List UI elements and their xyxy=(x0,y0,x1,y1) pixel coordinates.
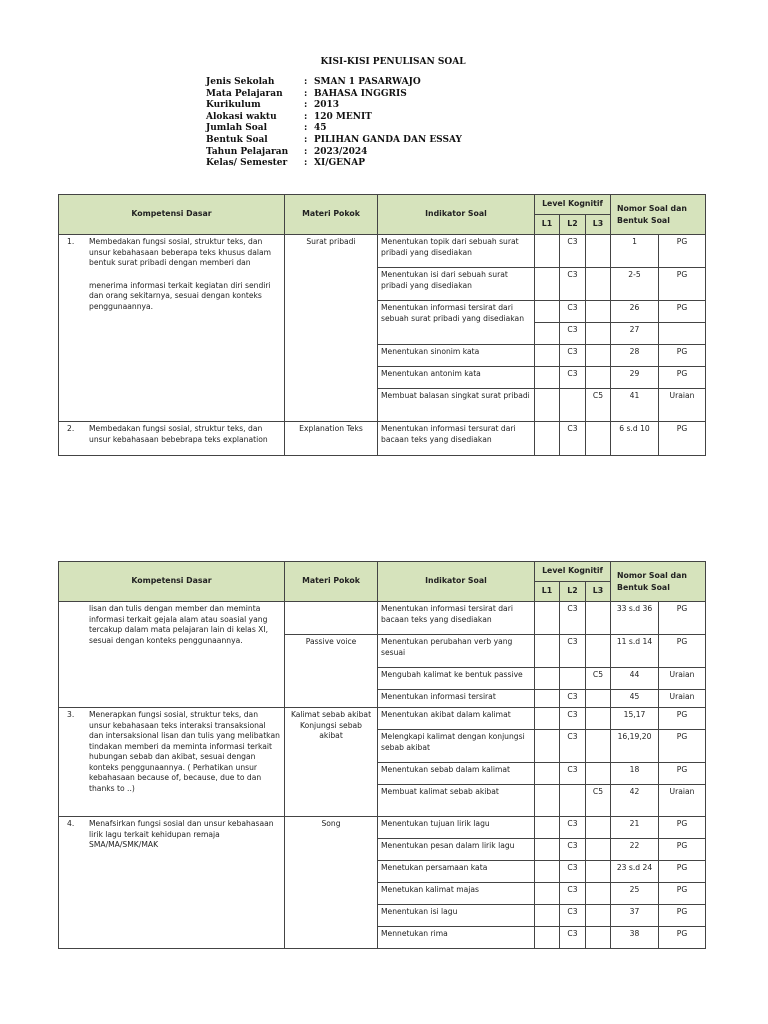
bentuk-soal: PG xyxy=(659,708,706,730)
info-row xyxy=(206,135,462,147)
level-l3 xyxy=(586,839,611,861)
info-colon: : xyxy=(304,134,308,145)
kd-text: Membedakan fungsi sosial, struktur teks, dan unsur kebahasaan bebebrapa teks explanation xyxy=(89,424,268,444)
indikator-cell: Mengubah kalimat ke bentuk passive xyxy=(378,668,535,690)
indikator-cell: Menentukan pesan dalam lirik lagu xyxy=(378,839,535,861)
info-row xyxy=(206,89,462,101)
level-l2: C3 xyxy=(560,367,586,389)
nomor-soal: 42 xyxy=(611,785,659,817)
header-kompetensi-dasar: Kompetensi Dasar xyxy=(59,562,285,602)
level-l2: C3 xyxy=(560,883,586,905)
info-colon: : xyxy=(304,111,308,122)
level-l3 xyxy=(586,235,611,268)
indikator-cell: Membuat balasan singkat surat pribadi xyxy=(378,389,535,422)
level-l2: C3 xyxy=(560,763,586,785)
materi-cell: Surat pribadi xyxy=(285,235,378,422)
level-l3 xyxy=(586,905,611,927)
indikator-cell: Menentukan sebab dalam kalimat xyxy=(378,763,535,785)
info-label: Jumlah Soal xyxy=(206,123,268,134)
kd-text: Membedakan fungsi sosial, struktur teks, dan unsur kebahasaan beberapa teks khusus dalam bentuk surat pribadi dengan memberi dan xyxy=(89,237,272,267)
level-l3 xyxy=(586,861,611,883)
nomor-soal: 29 xyxy=(611,367,659,389)
info-label: Bentuk Soal xyxy=(206,134,268,145)
bentuk-soal: PG xyxy=(659,235,706,268)
nomor-soal: 16,19,20 xyxy=(611,730,659,763)
bentuk-soal: PG xyxy=(659,839,706,861)
info-colon: : xyxy=(304,146,308,157)
level-l2: C3 xyxy=(560,602,586,635)
materi-cell: Passive voice xyxy=(285,635,378,708)
bentuk-soal: PG xyxy=(659,730,706,763)
info-label: Mata Pelajaran xyxy=(206,88,283,99)
level-l3: C5 xyxy=(586,389,611,422)
level-l2: C3 xyxy=(560,905,586,927)
info-row xyxy=(206,147,462,159)
level-l3 xyxy=(586,763,611,785)
table-row xyxy=(59,708,706,730)
info-label: Tahun Pelajaran xyxy=(206,146,289,157)
indikator-cell: Menetukan kalimat majas xyxy=(378,883,535,905)
bentuk-soal: PG xyxy=(659,883,706,905)
info-colon: : xyxy=(304,77,308,87)
kd-cell xyxy=(59,602,285,708)
level-l3 xyxy=(586,367,611,389)
info-label: Kurikulum xyxy=(206,100,261,111)
level-l2: C3 xyxy=(560,345,586,367)
materi-cell: Kalimat sebab akibat Konjungsi sebab akibat xyxy=(285,708,378,817)
level-l2: C3 xyxy=(560,708,586,730)
table-row xyxy=(59,235,706,268)
indikator-cell: Menentukan tujuan lirik lagu xyxy=(378,817,535,839)
header-l2: L2 xyxy=(560,582,586,602)
indikator-cell: Menentukan isi lagu xyxy=(378,905,535,927)
kisi-table-1 xyxy=(58,194,706,456)
indikator-cell: Menentukan topik dari sebuah surat pribadi yang disediakan xyxy=(378,235,535,268)
kd-cell xyxy=(59,817,285,949)
kd-text: Menafsirkan fungsi sosial dan unsur kebahasaan lirik lagu terkait kehidupan remaja SMA/MA/SMK/MAK xyxy=(89,819,274,849)
bentuk-soal: PG xyxy=(659,268,706,301)
nomor-soal: 22 xyxy=(611,839,659,861)
level-l2: C3 xyxy=(560,690,586,708)
nomor-soal: 45 xyxy=(611,690,659,708)
level-l3 xyxy=(586,927,611,949)
info-row xyxy=(206,158,462,170)
header-materi-pokok: Materi Pokok xyxy=(285,195,378,235)
header-indikator-soal: Indikator Soal xyxy=(378,562,535,602)
kd-number: 3. xyxy=(67,710,75,719)
indikator-cell: Menentukan antonim kata xyxy=(378,367,535,389)
info-value: 120 MENIT xyxy=(314,111,372,122)
bentuk-soal: PG xyxy=(659,367,706,389)
nomor-soal: 2-5 xyxy=(611,268,659,301)
info-colon: : xyxy=(304,123,308,134)
info-row xyxy=(206,100,462,112)
level-l3 xyxy=(586,323,611,345)
level-l3 xyxy=(586,301,611,323)
info-colon: : xyxy=(304,88,308,99)
indikator-cell: Menentukan isi dari sebuah surat pribadi yang disediakan xyxy=(378,268,535,301)
level-l3 xyxy=(586,422,611,456)
kd-number: 4. xyxy=(67,819,75,828)
level-l2 xyxy=(560,785,586,817)
bentuk-soal: PG xyxy=(659,635,706,668)
indikator-cell: Menentukan informasi tersirat dari sebuah surat pribadi yang disediakan xyxy=(378,301,535,345)
indikator-cell: Menentukan sinonim kata xyxy=(378,345,535,367)
header-nomor-soal: Nomor Soal dan Bentuk Soal xyxy=(611,195,706,235)
indikator-cell: Menentukan informasi tersirat xyxy=(378,690,535,708)
bentuk-soal: PG xyxy=(659,301,706,323)
indikator-cell: Menentukan perubahan verb yang sesuai xyxy=(378,635,535,668)
nomor-soal: 26 xyxy=(611,301,659,323)
level-l3 xyxy=(586,730,611,763)
bentuk-soal: PG xyxy=(659,927,706,949)
nomor-soal: 6 s.d 10 xyxy=(611,422,659,456)
info-value: PILIHAN GANDA DAN ESSAY xyxy=(314,134,462,145)
header-level-kognitif: Level Kognitif xyxy=(535,195,611,215)
level-l3 xyxy=(586,635,611,668)
level-l3 xyxy=(586,817,611,839)
header-l1: L1 xyxy=(535,582,560,602)
nomor-soal: 33 s.d 36 xyxy=(611,602,659,635)
info-row xyxy=(206,123,462,135)
bentuk-soal: PG xyxy=(659,905,706,927)
level-l3: C5 xyxy=(586,668,611,690)
bentuk-soal: PG xyxy=(659,817,706,839)
bentuk-soal: Uraian xyxy=(659,785,706,817)
kd-text: Menerapkan fungsi sosial, struktur teks, dan unsur kebahasaan teks interaksi transaksional dan intersaksional lisan dan tulis yang melibatkan tindakan memberi da meminta informasi terkait hubungan sebab dan akibat, sesuai dengan konteks penggunaannya. ( Perhatikan unsur kebahasaan because of, because, due to dan thanks to ..) xyxy=(89,710,280,793)
bentuk-soal: Uraian xyxy=(659,668,706,690)
nomor-soal: 28 xyxy=(611,345,659,367)
kd-number: 2. xyxy=(67,424,75,433)
kisi-table-2 xyxy=(58,561,706,949)
info-label: Jenis Sekolah xyxy=(206,77,275,87)
level-l3 xyxy=(586,268,611,301)
kd-cell xyxy=(59,422,285,456)
info-value: XI/GENAP xyxy=(314,158,366,169)
level-l2 xyxy=(560,389,586,422)
level-l3 xyxy=(586,345,611,367)
info-value: 45 xyxy=(314,123,327,134)
level-l2: C3 xyxy=(560,635,586,668)
bentuk-soal: PG xyxy=(659,763,706,785)
indikator-cell: Melengkapi kalimat dengan konjungsi sebab akibat xyxy=(378,730,535,763)
level-l2: C3 xyxy=(560,817,586,839)
info-colon: : xyxy=(304,158,308,169)
header-nomor-soal: Nomor Soal dan Bentuk Soal xyxy=(611,562,706,602)
table-row xyxy=(59,817,706,839)
header-l1: L1 xyxy=(535,215,560,235)
kd-text: lisan dan tulis dengan member dan meminta informasi terkait gejala alam atau soasial yang tercakup dalam mata pelajaran lain di kelas XI, sesuai dengan konteks penggunaannya. xyxy=(89,604,269,645)
table-row xyxy=(59,602,706,635)
header-kompetensi-dasar: Kompetensi Dasar xyxy=(59,195,285,235)
info-value: BAHASA INGGRIS xyxy=(314,88,407,99)
materi-cell: Song xyxy=(285,817,378,949)
level-l2: C3 xyxy=(560,927,586,949)
nomor-soal: 15,17 xyxy=(611,708,659,730)
kd-cell xyxy=(59,235,285,422)
nomor-soal: 11 s.d 14 xyxy=(611,635,659,668)
level-l2: C3 xyxy=(560,422,586,456)
materi-cell: Explanation Teks xyxy=(285,422,378,456)
level-l3: C5 xyxy=(586,785,611,817)
nomor-soal: 27 xyxy=(611,323,659,345)
indikator-cell: Menetukan persamaan kata xyxy=(378,861,535,883)
info-value: 2013 xyxy=(314,100,340,111)
level-l2: C3 xyxy=(560,268,586,301)
nomor-soal: 23 s.d 24 xyxy=(611,861,659,883)
bentuk-soal: Uraian xyxy=(659,690,706,708)
nomor-soal: 25 xyxy=(611,883,659,905)
bentuk-soal xyxy=(659,323,706,345)
nomor-soal: 38 xyxy=(611,927,659,949)
nomor-soal: 1 xyxy=(611,235,659,268)
nomor-soal: 41 xyxy=(611,389,659,422)
kd-cell xyxy=(59,708,285,817)
info-value: 2023/2024 xyxy=(314,146,368,157)
bentuk-soal: PG xyxy=(659,422,706,456)
level-l3 xyxy=(586,708,611,730)
header-l2: L2 xyxy=(560,215,586,235)
bentuk-soal: PG xyxy=(659,345,706,367)
level-l3 xyxy=(586,883,611,905)
kd-text: menerima informasi terkait kegiatan diri sendiri dan orang sekitarnya, sesuai dengan konteks penggunaannya. xyxy=(89,280,271,311)
header-materi-pokok: Materi Pokok xyxy=(285,562,378,602)
indikator-cell: Membuat kalimat sebab akibat xyxy=(378,785,535,817)
nomor-soal: 37 xyxy=(611,905,659,927)
document-title: KISI-KISI PENULISAN SOAL xyxy=(320,57,466,67)
indikator-cell: Menentukan informasi tersirat dari bacaan teks yang disediakan xyxy=(378,602,535,635)
level-l3 xyxy=(586,602,611,635)
level-l2: C3 xyxy=(560,839,586,861)
nomor-soal: 18 xyxy=(611,763,659,785)
level-l3 xyxy=(586,690,611,708)
level-l2: C3 xyxy=(560,301,586,323)
school-info xyxy=(206,77,462,170)
bentuk-soal: PG xyxy=(659,861,706,883)
header-indikator-soal: Indikator Soal xyxy=(378,195,535,235)
level-l2: C3 xyxy=(560,235,586,268)
header-level-kognitif: Level Kognitif xyxy=(535,562,611,582)
info-label: Kelas/ Semester xyxy=(206,158,288,169)
bentuk-soal: Uraian xyxy=(659,389,706,422)
level-l2: C3 xyxy=(560,730,586,763)
nomor-soal: 21 xyxy=(611,817,659,839)
header-l3: L3 xyxy=(586,215,611,235)
level-l2: C3 xyxy=(560,861,586,883)
info-label: Alokasi waktu xyxy=(206,111,277,122)
header-l3: L3 xyxy=(586,582,611,602)
info-row xyxy=(206,77,462,89)
kd-number: 1. xyxy=(67,237,75,246)
bentuk-soal: PG xyxy=(659,602,706,635)
info-row xyxy=(206,112,462,124)
info-colon: : xyxy=(304,100,308,111)
indikator-cell: Mennetukan rima xyxy=(378,927,535,949)
indikator-cell: Menentukan informasi tersurat dari bacaan teks yang disediakan xyxy=(378,422,535,456)
table-row xyxy=(59,422,706,456)
nomor-soal: 44 xyxy=(611,668,659,690)
level-l2: C3 xyxy=(560,323,586,345)
level-l2 xyxy=(560,668,586,690)
info-value: SMAN 1 PASARWAJO xyxy=(314,77,421,87)
indikator-cell: Menentukan akibat dalam kalimat xyxy=(378,708,535,730)
